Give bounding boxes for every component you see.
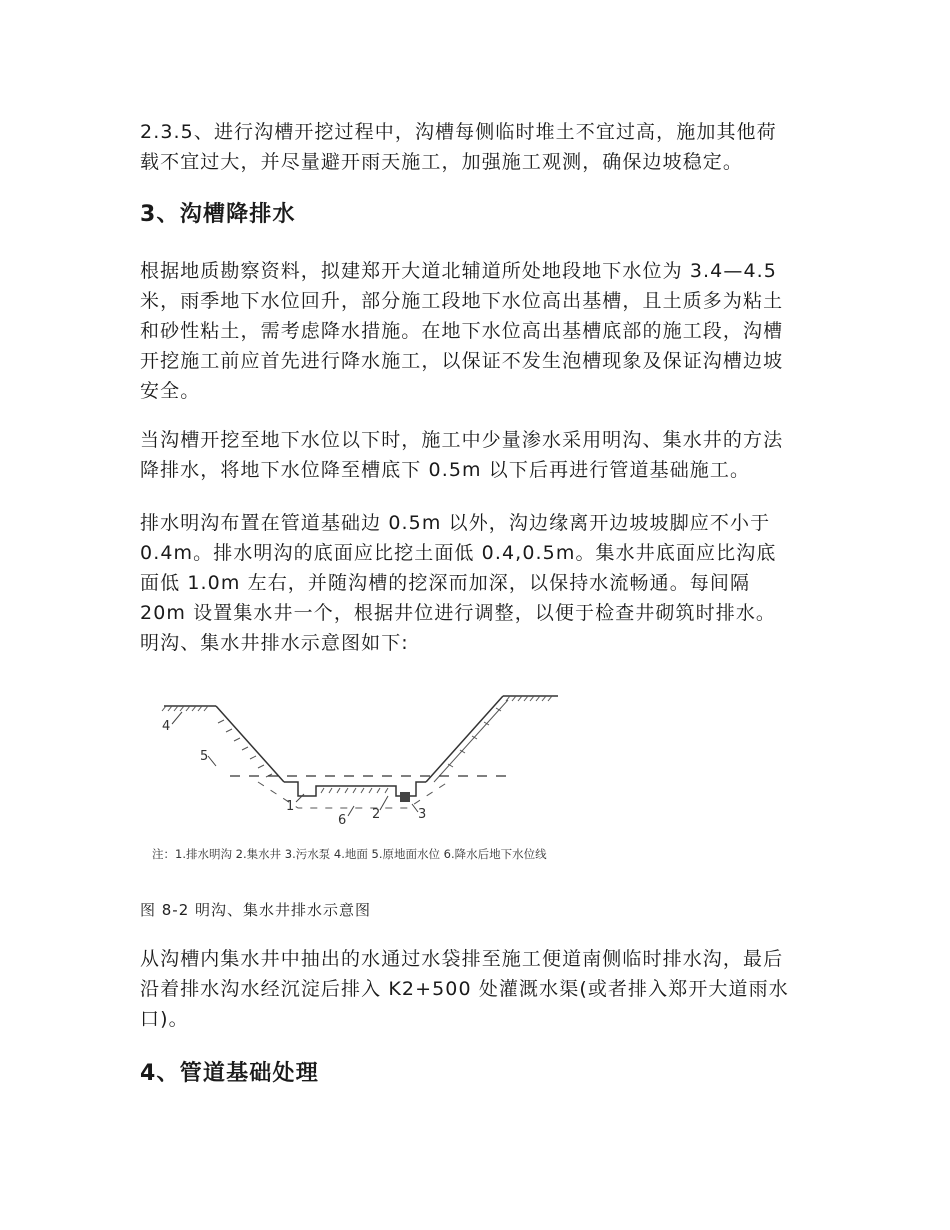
text-line: 明沟、集水井排水示意图如下: [140,632,409,654]
paragraph-2-3-5 [140,117,812,177]
drainage-diagram [148,684,594,870]
text-line: 2.3.5、进行沟槽开挖过程中，沟槽每侧临时堆土不宜过高，施加其他荷 [140,121,777,143]
figure-label-5: 5 [200,749,209,764]
label-1-leader [296,794,304,802]
label-6-leader [348,806,354,816]
drainage-diagram-svg [148,684,594,870]
figure-label-3: 3 [418,807,427,822]
text-line: 载不宜过大，并尽量避开雨天施工，加强施工观测，确保边坡稳定。 [140,151,744,173]
figure-label-6: 6 [338,813,347,828]
figure-label-2: 2 [372,807,381,822]
paragraph-drainage [140,425,812,485]
text-line: 当沟槽开挖至地下水位以下时，施工中少量渗水采用明沟、集水井的方法 [140,429,784,451]
pipe-base-hatch [321,788,388,793]
text-line: 开挖施工前应首先进行降水施工，以保证不发生泡槽现象及保证沟槽边坡 [140,350,784,372]
figure-caption: 图 8-2 明沟、集水井排水示意图 [140,901,372,919]
paragraph-geology [140,256,812,406]
text-line: 排水明沟布置在管道基础边 0.5m 以外，沟边缘离开边坡坡脚应不小于 [140,512,771,534]
text-line: 20m 设置集水井一个，根据井位进行调整，以便于检查井砌筑时排水。 [140,602,777,624]
text-line: 口)。 [140,1008,189,1030]
trench-left-slope [216,706,284,782]
figure-note: 注：1.排水明沟 2.集水井 3.污水泵 4.地面 5.原地面水位 6.降水后地下水位线 [152,847,547,861]
section-heading-4: 4、管道基础处理 [140,1061,319,1086]
figure-label-1: 1 [286,799,295,814]
figure-label-4: 4 [162,719,171,734]
text-line: 从沟槽内集水井中抽出的水通过水袋排至施工便道南侧临时排水沟，最后 [140,948,784,970]
text-line: 沿着排水沟水经沉淀后排入 K2+500 处灌溉水渠(或者排入郑开大道雨水 [140,978,789,1000]
text-line: 根据地质勘察资料，拟建郑开大道北辅道所处地段地下水位为 3.4—4.5 [140,260,777,282]
label-4-leader [172,712,182,724]
paragraph-outlet [140,944,812,1034]
text-line: 和砂性粘土，需考虑降水措施。在地下水位高出基槽底部的施工段，沟槽 [140,320,784,342]
text-line: 米，雨季地下水位回升，部分施工段地下水位高出基槽，且土质多为粘土 [140,290,784,312]
section-heading-3: 3、沟槽降排水 [140,202,296,227]
text-line: 0.4m。排水明沟的底面应比挖土面低 0.4,0.5m。集水井底面应比沟底 [140,542,777,564]
trench-right-slope-inner [434,700,508,782]
text-line: 安全。 [140,380,201,402]
left-slope-hatch [218,720,272,777]
text-line: 面低 1.0m 左右，并随沟槽的挖深而加深，以保持水流畅通。每间隔 [140,572,751,594]
label-5-leader [208,756,216,766]
text-line: 降排水，将地下水位降至槽底下 0.5m 以下后再进行管道基础施工。 [140,459,751,481]
paragraph-ditch [140,508,812,658]
pump-icon [400,792,410,802]
trench-right-slope [426,696,503,782]
